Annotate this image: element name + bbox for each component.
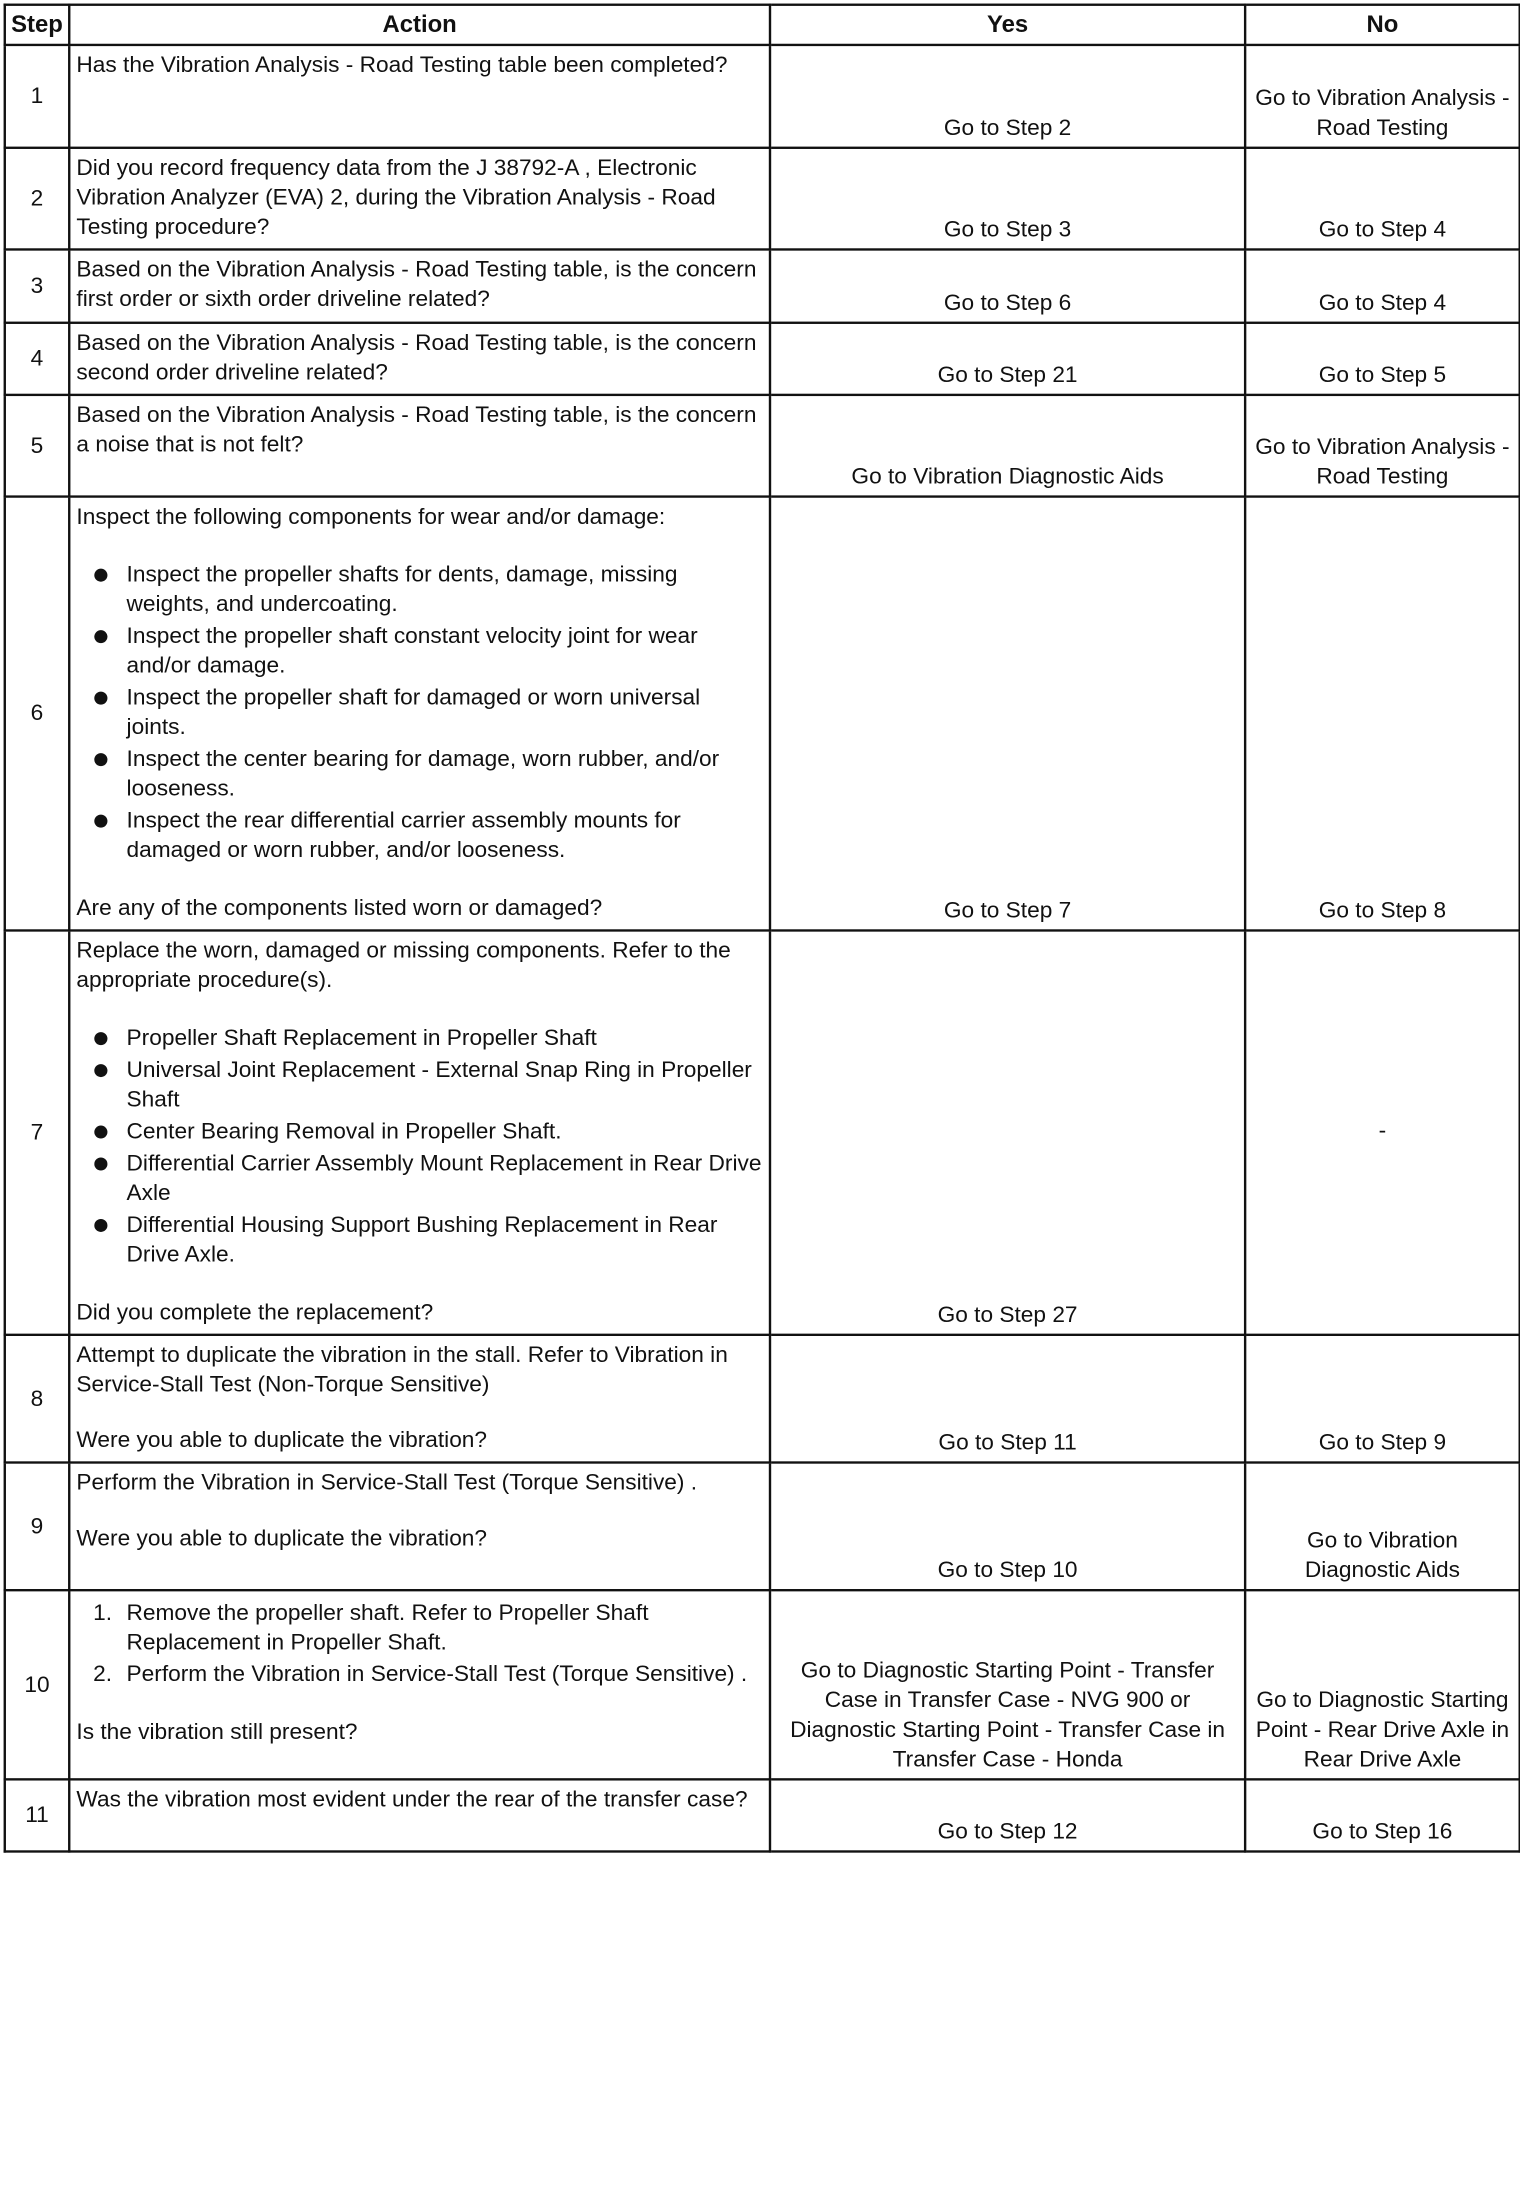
- step-number: 2: [5, 148, 69, 250]
- table-row: [5, 1463, 1520, 1591]
- procedure-list: [76, 1024, 764, 1270]
- table-row: [5, 930, 1520, 1334]
- action-text: Based on the Vibration Analysis - Road Testing table, is the concern a noise that is not felt?: [76, 403, 757, 458]
- action-cell: [69, 1335, 770, 1463]
- action-question: Are any of the components listed worn or damaged?: [76, 896, 603, 922]
- yes-cell: Go to Step 11: [770, 1335, 1245, 1463]
- yes-cell: Go to Step 10: [770, 1463, 1245, 1591]
- table-row: [5, 45, 1520, 148]
- no-cell: Go to Diagnostic Starting Point - Rear Drive Axle in Rear Drive Axle: [1245, 1590, 1520, 1779]
- step-number: 4: [5, 323, 69, 395]
- list-item: Inspect the rear differential carrier assembly mounts for damaged or worn rubber, and/or looseness.: [76, 806, 764, 865]
- yes-cell: Go to Step 12: [770, 1779, 1245, 1851]
- step-number: 8: [5, 1335, 69, 1463]
- action-cell: [69, 497, 770, 931]
- action-question: Were you able to duplicate the vibration?: [76, 1526, 488, 1552]
- yes-cell: Go to Vibration Diagnostic Aids: [770, 395, 1245, 497]
- yes-cell: Go to Step 3: [770, 148, 1245, 250]
- no-cell: -: [1245, 930, 1520, 1334]
- header-yes: Yes: [770, 5, 1245, 45]
- item-number: 1.: [93, 1600, 113, 1626]
- action-cell: [69, 1779, 770, 1851]
- step-number: 6: [5, 497, 69, 931]
- action-text: Based on the Vibration Analysis - Road Testing table, is the concern second order driveline related?: [76, 331, 757, 386]
- no-cell: Go to Step 16: [1245, 1779, 1520, 1851]
- yes-cell: Go to Step 2: [770, 45, 1245, 148]
- table-row: [5, 1590, 1520, 1779]
- no-cell: Go to Vibration Analysis - Road Testing: [1245, 45, 1520, 148]
- step-number: 11: [5, 1779, 69, 1851]
- action-intro: Attempt to duplicate the vibration in the stall. Refer to Vibration in Service-Stall Test (Non-Torque Sensitive): [76, 1343, 728, 1398]
- step-number: 7: [5, 930, 69, 1334]
- action-cell: [69, 930, 770, 1334]
- yes-cell: Go to Step 6: [770, 249, 1245, 322]
- table-row: [5, 249, 1520, 322]
- no-cell: Go to Step 8: [1245, 497, 1520, 931]
- item-number: 2.: [93, 1662, 113, 1688]
- list-item: Universal Joint Replacement - External Snap Ring in Propeller Shaft: [76, 1056, 764, 1115]
- list-item: Differential Carrier Assembly Mount Replacement in Rear Drive Axle: [76, 1149, 764, 1208]
- action-cell: [69, 1590, 770, 1779]
- no-cell: Go to Step 4: [1245, 249, 1520, 322]
- action-text: Was the vibration most evident under the rear of the transfer case?: [76, 1787, 748, 1813]
- list-item: [76, 1660, 764, 1690]
- no-cell: Go to Step 4: [1245, 148, 1520, 250]
- action-cell: [69, 249, 770, 322]
- action-cell: [69, 45, 770, 148]
- list-item: Propeller Shaft Replacement in Propeller Shaft: [76, 1024, 764, 1054]
- step-number: 9: [5, 1463, 69, 1591]
- list-item: [76, 1598, 764, 1657]
- diagnostic-table: [4, 4, 1520, 1853]
- table-row: [5, 497, 1520, 931]
- action-text: Did you record frequency data from the J 38792-A , Electronic Vibration Analyzer (EVA) 2, during the Vibration Analysis - Road Testing procedure?: [76, 156, 716, 241]
- action-intro: Perform the Vibration in Service-Stall Test (Torque Sensitive) .: [76, 1470, 698, 1496]
- header-step: Step: [5, 5, 69, 45]
- list-item: Center Bearing Removal in Propeller Shaft.: [76, 1117, 764, 1147]
- no-cell: Go to Step 9: [1245, 1335, 1520, 1463]
- component-list: [76, 560, 764, 865]
- yes-cell: Go to Step 27: [770, 930, 1245, 1334]
- no-cell: Go to Vibration Diagnostic Aids: [1245, 1463, 1520, 1591]
- action-cell: [69, 148, 770, 250]
- header-row: [5, 5, 1520, 45]
- action-intro: Inspect the following components for wear and/or damage:: [76, 504, 666, 530]
- action-cell: [69, 323, 770, 395]
- action-cell: [69, 395, 770, 497]
- no-cell: Go to Step 5: [1245, 323, 1520, 395]
- item-text: Remove the propeller shaft. Refer to Propeller Shaft Replacement in Propeller Shaft.: [126, 1600, 649, 1656]
- action-cell: [69, 1463, 770, 1591]
- no-cell: Go to Vibration Analysis - Road Testing: [1245, 395, 1520, 497]
- list-item: Inspect the propeller shaft for damaged or worn universal joints.: [76, 683, 764, 742]
- list-item: Inspect the center bearing for damage, worn rubber, and/or looseness.: [76, 745, 764, 804]
- step-number: 1: [5, 45, 69, 148]
- table-row: [5, 1779, 1520, 1851]
- action-question: Did you complete the replacement?: [76, 1300, 434, 1326]
- numbered-list: [76, 1598, 764, 1689]
- action-question: Were you able to duplicate the vibration?: [76, 1428, 488, 1454]
- header-action: Action: [69, 5, 770, 45]
- table-row: [5, 148, 1520, 250]
- list-item: Inspect the propeller shafts for dents, damage, missing weights, and undercoating.: [76, 560, 764, 619]
- table-row: [5, 1335, 1520, 1463]
- yes-cell: Go to Step 7: [770, 497, 1245, 931]
- item-text: Perform the Vibration in Service-Stall Test (Torque Sensitive) .: [126, 1662, 748, 1688]
- list-item: Differential Housing Support Bushing Replacement in Rear Drive Axle.: [76, 1211, 764, 1270]
- step-number: 10: [5, 1590, 69, 1779]
- list-item: Inspect the propeller shaft constant velocity joint for wear and/or damage.: [76, 622, 764, 681]
- action-intro: Replace the worn, damaged or missing components. Refer to the appropriate procedure(s).: [76, 938, 731, 994]
- table-row: [5, 323, 1520, 395]
- yes-cell: Go to Diagnostic Starting Point - Transfer Case in Transfer Case - NVG 900 or Diagnostic Starting Point - Transfer Case in Transfer Case - Honda: [770, 1590, 1245, 1779]
- step-number: 3: [5, 249, 69, 322]
- table-row: [5, 395, 1520, 497]
- action-text: Based on the Vibration Analysis - Road Testing table, is the concern first order or sixth order driveline related?: [76, 257, 757, 313]
- yes-cell: Go to Step 21: [770, 323, 1245, 395]
- action-text: Has the Vibration Analysis - Road Testing table been completed?: [76, 53, 728, 79]
- action-question: Is the vibration still present?: [76, 1720, 358, 1746]
- step-number: 5: [5, 395, 69, 497]
- header-no: No: [1245, 5, 1520, 45]
